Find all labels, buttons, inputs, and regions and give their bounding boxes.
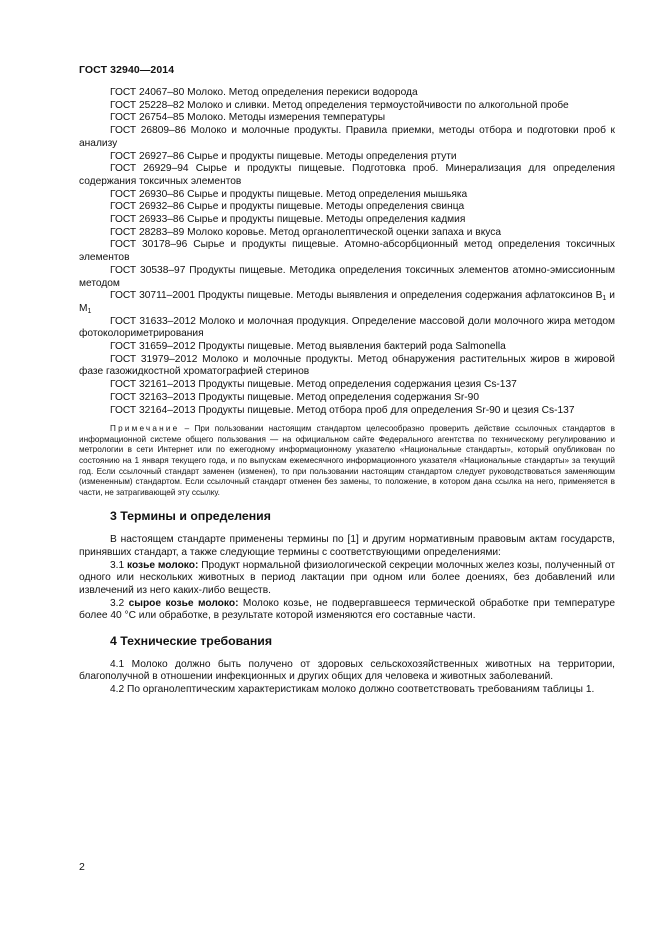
section-4-paragraph-2: 4.2 По органолептическим характеристикам молоко должно соответствовать требованиям таблицы 1. — [110, 684, 595, 696]
reference-item: ГОСТ 31979–2012 Молоко и молочные продукты. Метод обнаружения растительных жиров в жировой фазе газожидкостной хроматографией стеринов — [79, 353, 615, 378]
reference-item: ГОСТ 26754–85 Молоко. Методы измерения температуры — [110, 112, 386, 124]
term-name: сырое козье молоко: — [128, 597, 239, 609]
note-label: Примечание — [110, 424, 180, 434]
note-paragraph — [79, 424, 615, 498]
reference-item: ГОСТ 32164–2013 Продукты пищевые. Метод отбора проб для определения Sr-90 и цезия Cs-137 — [110, 404, 575, 416]
reference-item: ГОСТ 26932–86 Сырье и продукты пищевые. Методы определения свинца — [110, 201, 465, 213]
reference-item: ГОСТ 26809–86 Молоко и молочные продукты. Правила приемки, методы отбора и подготовки проб к анализу — [79, 125, 615, 149]
document-body — [79, 87, 615, 697]
page-number: 2 — [79, 861, 85, 873]
subscript: 1 — [87, 307, 92, 315]
term-3-1 — [79, 560, 615, 598]
reference-item: ГОСТ 31633–2012 Молоко и молочная продукция. Определение массовой доли молочного жира методом фотоколориметрирования — [79, 315, 615, 340]
normative-references-list — [79, 87, 615, 417]
reference-text: и M — [79, 290, 615, 314]
term-definition: Молоко козье, не подвергавшееся термической обработке при температуре более 40 °С или обработке, в результате которой изменяются его составные части. — [79, 597, 615, 622]
reference-item: ГОСТ 32163–2013 Продукты пищевые. Метод определения содержания Sr-90 — [110, 391, 480, 403]
reference-item: ГОСТ 32161–2013 Продукты пищевые. Метод определения содержания цезия Cs-137 — [110, 379, 517, 391]
subscript: 1 — [602, 295, 607, 303]
section-4-title: 4 Технические требования — [110, 634, 272, 649]
reference-item: ГОСТ 26933–86 Сырье и продукты пищевые. Методы определения кадмия — [110, 214, 466, 226]
reference-text: ГОСТ 30711–2001 Продукты пищевые. Методы выявления и определения содержания афлатоксинов B — [110, 290, 603, 302]
term-3-2 — [79, 598, 615, 623]
reference-item-aflatoxin — [79, 290, 615, 315]
term-number: 3.2 — [110, 597, 129, 609]
reference-item: ГОСТ 30538–97 Продукты пищевые. Методика определения токсичных элементов атомно-эмиссионным методом — [79, 264, 615, 289]
reference-item: ГОСТ 25228–82 Молоко и сливки. Метод определения термоустойчивости по алкогольной пробе — [110, 99, 569, 111]
reference-item: ГОСТ 30178–96 Сырье и продукты пищевые. Атомно-абсорбционный метод определения токсичных элементов — [79, 239, 615, 264]
document-header: ГОСТ 32940—2014 — [79, 64, 175, 76]
term-definition: Продукт нормальной физиологической секреции молочных желез козы, полученный от одного или нескольких животных в период лактации при одном или более доениях, без добавлений или извлечений из него каких-либо веществ. — [79, 559, 615, 596]
reference-item: ГОСТ 26927–86 Сырье и продукты пищевые. Методы определения ртути — [110, 150, 457, 162]
section-3-title: 3 Термины и определения — [110, 509, 271, 524]
term-number: 3.1 — [110, 559, 127, 571]
reference-item: ГОСТ 31659–2012 Продукты пищевые. Метод выявления бактерий рода Salmonella — [110, 341, 506, 353]
section-3-intro: В настоящем стандарте применены термины по [1] и другим нормативным правовым актам государств, принявших стандарт, а также следующие термины с соответствующими определениями: — [79, 534, 615, 558]
reference-item: ГОСТ 26929–94 Сырье и продукты пищевые. Подготовка проб. Минерализация для определения содержания токсичных элементов — [79, 163, 615, 187]
reference-item: ГОСТ 28283–89 Молоко коровье. Метод органолептической оценки запаха и вкуса — [110, 226, 502, 238]
reference-item: ГОСТ 24067–80 Молоко. Метод определения перекиси водорода — [110, 87, 418, 98]
section-4-paragraph-1: 4.1 Молоко должно быть получено от здоровых сельскохозяйственных животных на территории, благополучной в отношении инфекционных и других общих для человека и животных заболеваний. — [79, 658, 615, 683]
term-name: козье молоко: — [127, 559, 199, 571]
reference-item: ГОСТ 26930–86 Сырье и продукты пищевые. Метод определения мышьяка — [110, 188, 468, 200]
note-text: – При пользовании настоящим стандартом целесообразно проверить действие ссылочных стандартов в информационной системе общего пользования — на официальном сайте Федерального агентства по техническому регулированию и метрологии в сети Интернет или по ежегодному информационному указателю «Национальные стандарты», который опубликован по состоянию на 1 января текущего года, и по выпускам ежемесячного информационного указателя «Национальные стандарты» за текущий год. Если ссылочный стандарт заменен (изменен), то при пользовании настоящим стандартом следует руководствоваться заменяющим (измененным) стандартом. Если ссылочный стандарт отменен без замены, то положение, в котором дана ссылка на него, применяется в части, не затрагивающей эту ссылку. — [79, 424, 615, 497]
